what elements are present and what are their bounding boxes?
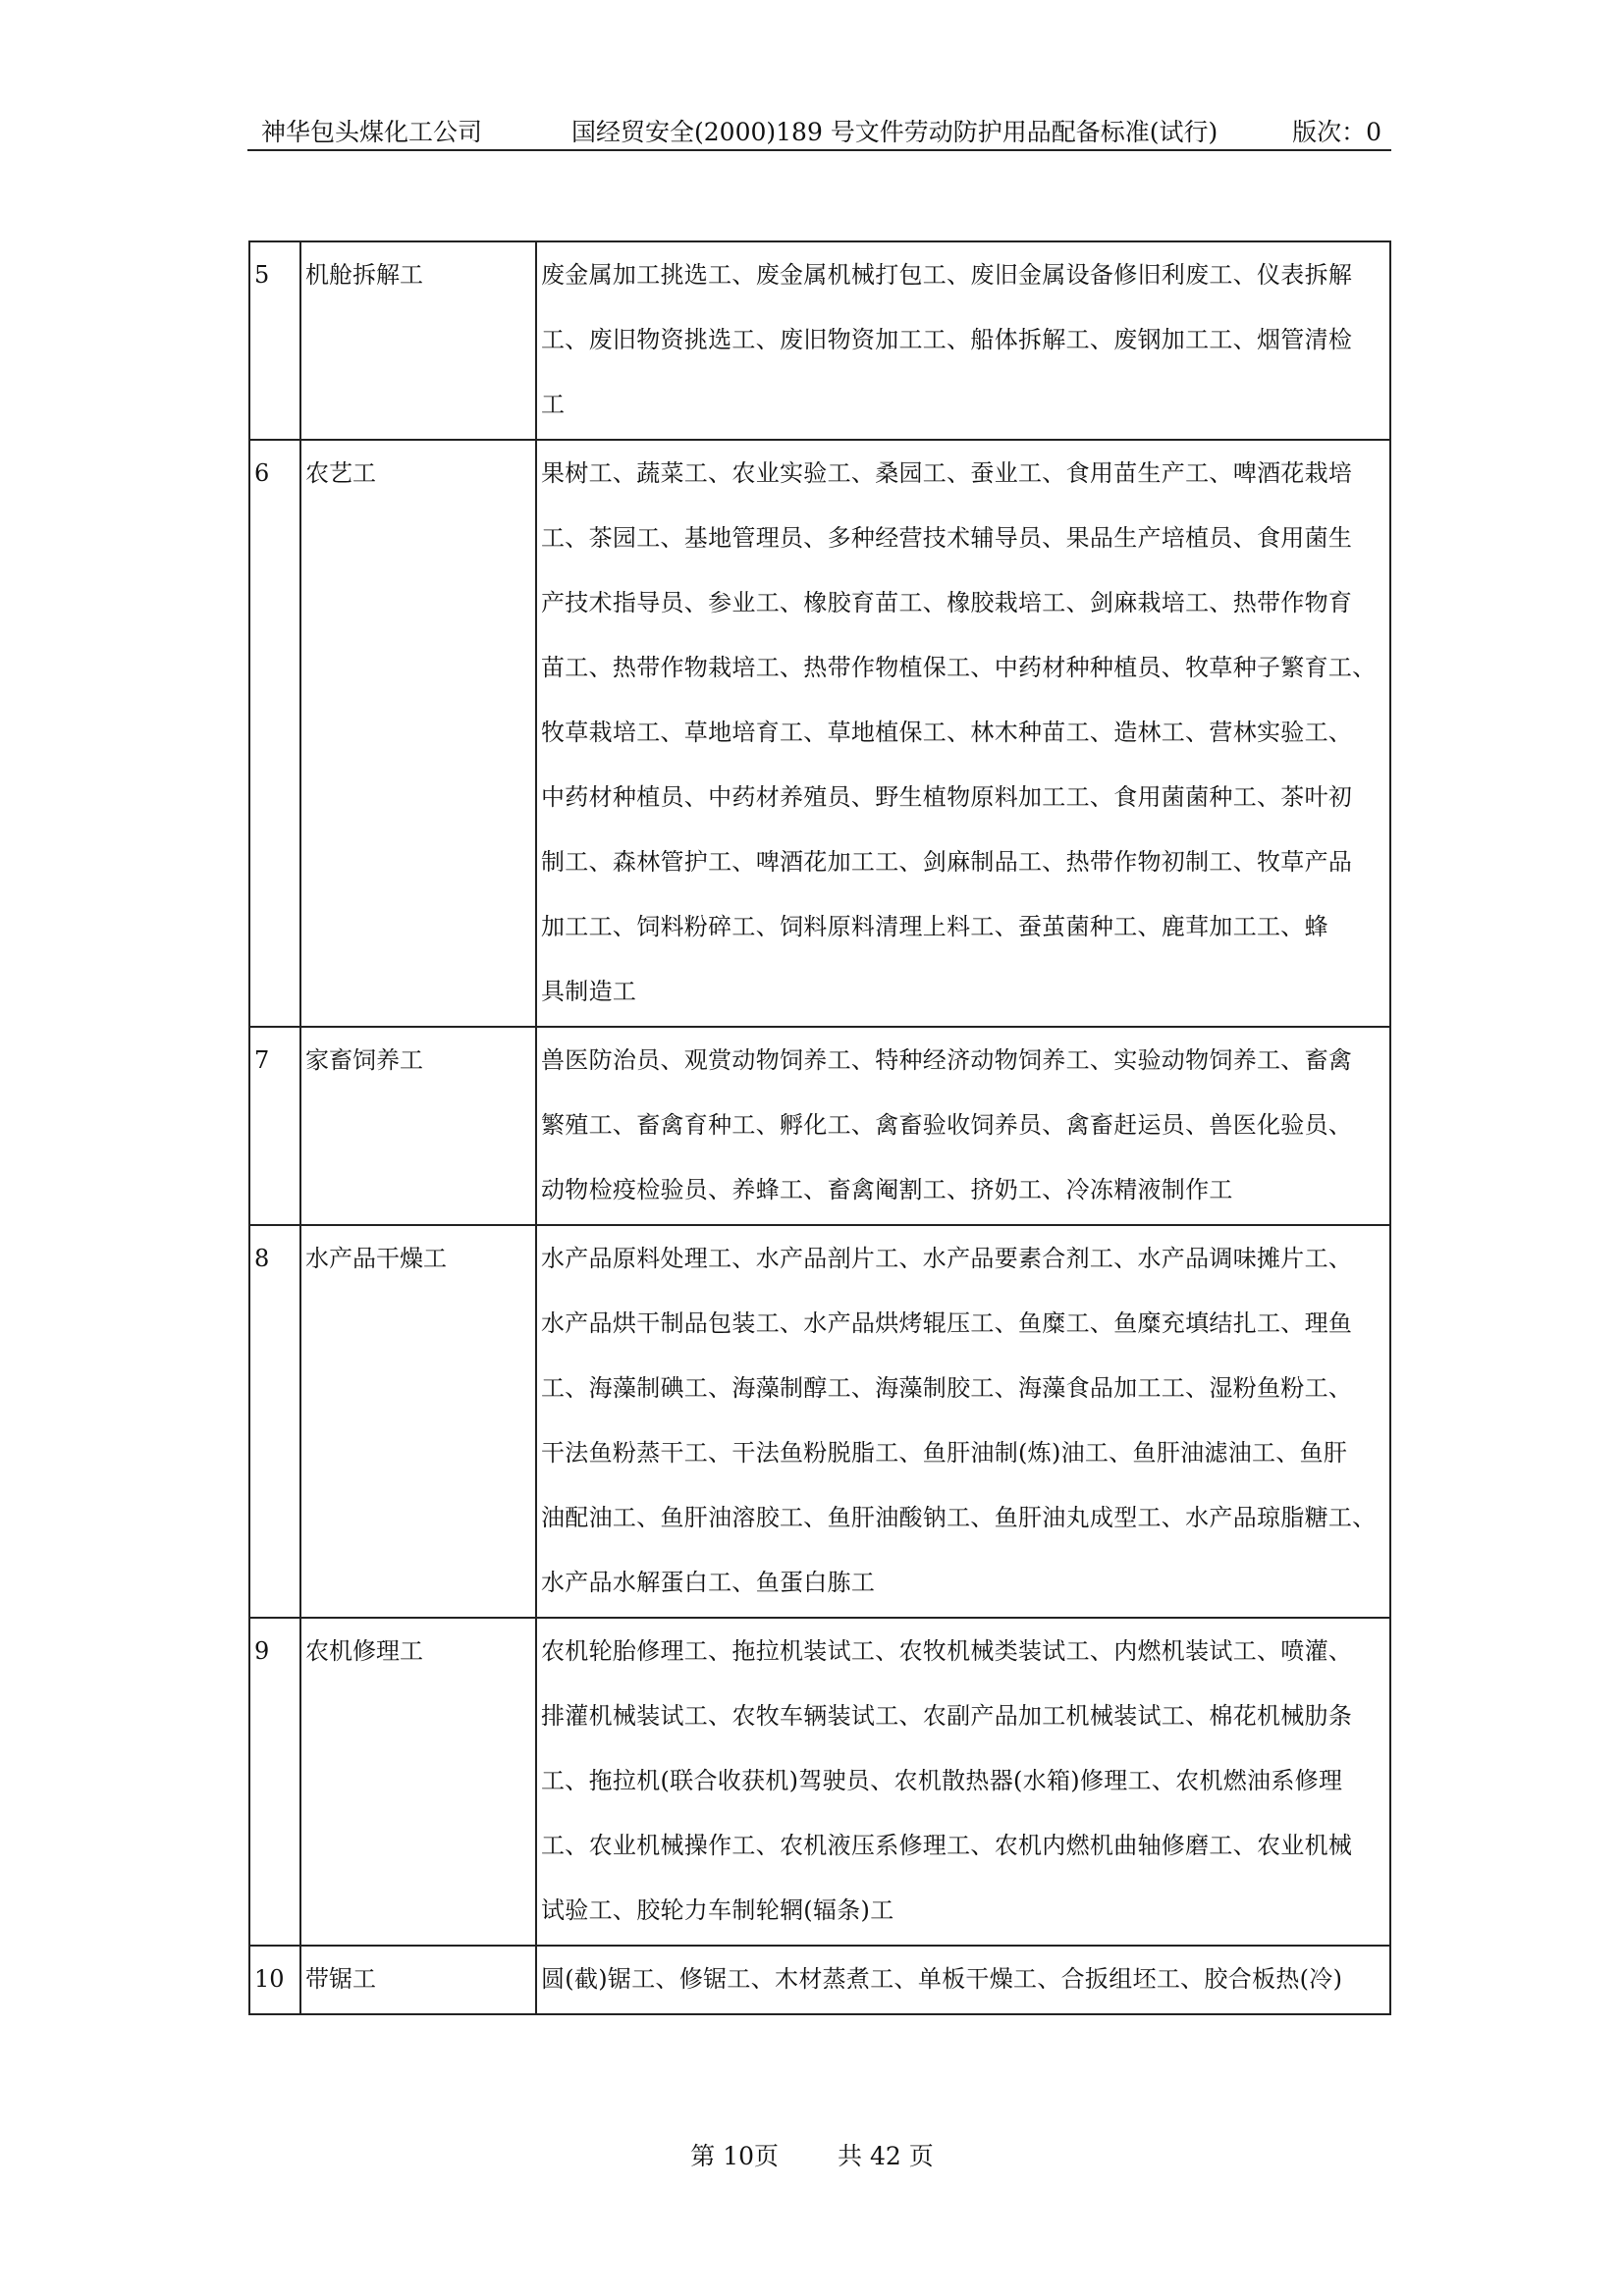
related-jobs-line: 工、拖拉机(联合收获机)驾驶员、农机散热器(水箱)修理工、农机燃油系修理	[541, 1767, 1343, 1794]
row-number: 8	[249, 1225, 300, 1618]
header-company: 神华包头煤化工公司	[261, 118, 483, 146]
job-category-table	[248, 240, 1391, 2015]
job-title: 机舱拆解工	[300, 241, 536, 440]
related-jobs-line: 繁殖工、畜禽育种工、孵化工、禽畜验收饲养员、禽畜赶运员、兽医化验员、	[541, 1111, 1353, 1139]
related-jobs	[536, 1225, 1390, 1618]
related-jobs	[536, 1946, 1390, 2014]
footer-total-pages: 共 42 页	[838, 2142, 934, 2170]
row-number: 5	[249, 241, 300, 440]
footer-page-number: 第 10页	[690, 2142, 780, 2170]
related-jobs-line: 油配油工、鱼肝油溶胶工、鱼肝油酸钠工、鱼肝油丸成型工、水产品琼脂糖工、	[541, 1504, 1377, 1531]
related-jobs-line: 水产品水解蛋白工、鱼蛋白胨工	[541, 1569, 876, 1596]
job-title: 家畜饲养工	[300, 1027, 536, 1225]
related-jobs-line: 工、废旧物资挑选工、废旧物资加工工、船体拆解工、废钢加工工、烟管清检	[541, 326, 1353, 353]
related-jobs-line: 中药材种植员、中药材养殖员、野生植物原料加工工、食用菌菌种工、茶叶初	[541, 783, 1353, 811]
related-jobs	[536, 241, 1390, 440]
related-jobs-line: 工、茶园工、基地管理员、多种经营技术辅导员、果品生产培植员、食用菌生	[541, 524, 1353, 552]
header-document-title: 国经贸安全(2000)189 号文件劳动防护用品配备标准(试行)	[571, 118, 1218, 146]
related-jobs-line: 兽医防治员、观赏动物饲养工、特种经济动物饲养工、实验动物饲养工、畜禽	[541, 1046, 1353, 1074]
related-jobs-line: 试验工、胶轮力车制轮辋(辐条)工	[541, 1896, 894, 1924]
page-header	[247, 116, 1391, 151]
row-number: 10	[249, 1946, 300, 2014]
related-jobs-line: 产技术指导员、参业工、橡胶育苗工、橡胶栽培工、剑麻栽培工、热带作物育	[541, 589, 1353, 616]
related-jobs-line: 制工、森林管护工、啤酒花加工工、剑麻制品工、热带作物初制工、牧草产品	[541, 848, 1353, 876]
related-jobs-line: 废金属加工挑选工、废金属机械打包工、废旧金属设备修旧利废工、仪表拆解	[541, 261, 1353, 289]
related-jobs-line: 工、海藻制碘工、海藻制醇工、海藻制胶工、海藻食品加工工、湿粉鱼粉工、	[541, 1374, 1353, 1402]
row-number: 9	[249, 1618, 300, 1946]
related-jobs-line: 圆(截)锯工、修锯工、木材蒸煮工、单板干燥工、合扳组坯工、胶合板热(冷)	[541, 1965, 1343, 1993]
page-footer	[0, 2140, 1624, 2173]
table-row	[249, 1225, 1390, 1618]
related-jobs	[536, 440, 1390, 1027]
related-jobs-line: 水产品原料处理工、水产品剖片工、水产品要素合剂工、水产品调味摊片工、	[541, 1245, 1353, 1272]
table-row	[249, 1946, 1390, 2014]
related-jobs-line: 具制造工	[541, 978, 637, 1005]
job-title: 农机修理工	[300, 1618, 536, 1946]
related-jobs-line: 水产品烘干制品包装工、水产品烘烤辊压工、鱼糜工、鱼糜充填结扎工、理鱼	[541, 1309, 1353, 1337]
job-title: 带锯工	[300, 1946, 536, 2014]
related-jobs-line: 果树工、蔬菜工、农业实验工、桑园工、蚕业工、食用苗生产工、啤酒花栽培	[541, 459, 1353, 487]
related-jobs-line: 工	[541, 391, 566, 418]
table-row	[249, 1027, 1390, 1225]
related-jobs-line: 工、农业机械操作工、农机液压系修理工、农机内燃机曲轴修磨工、农业机械	[541, 1832, 1353, 1859]
job-title: 农艺工	[300, 440, 536, 1027]
related-jobs-line: 农机轮胎修理工、拖拉机装试工、农牧机械类装试工、内燃机装试工、喷灌、	[541, 1637, 1353, 1665]
related-jobs-line: 苗工、热带作物栽培工、热带作物植保工、中药材种种植员、牧草种子繁育工、	[541, 654, 1377, 681]
table-row	[249, 241, 1390, 440]
table-row	[249, 440, 1390, 1027]
related-jobs-line: 排灌机械装试工、农牧车辆装试工、农副产品加工机械装试工、棉花机械肋条	[541, 1702, 1353, 1730]
related-jobs-line: 牧草栽培工、草地培育工、草地植保工、林木种苗工、造林工、营林实验工、	[541, 719, 1353, 746]
related-jobs-line: 加工工、饲料粉碎工、饲料原料清理上料工、蚕茧菌种工、鹿茸加工工、蜂	[541, 913, 1328, 940]
row-number: 7	[249, 1027, 300, 1225]
related-jobs	[536, 1618, 1390, 1946]
related-jobs-line: 干法鱼粉蒸干工、干法鱼粉脱脂工、鱼肝油制(炼)油工、鱼肝油滤油工、鱼肝	[541, 1439, 1348, 1467]
table-row	[249, 1618, 1390, 1946]
related-jobs	[536, 1027, 1390, 1225]
row-number: 6	[249, 440, 300, 1027]
related-jobs-line: 动物检疫检验员、养蜂工、畜禽阉割工、挤奶工、冷冻精液制作工	[541, 1176, 1233, 1203]
job-title: 水产品干燥工	[300, 1225, 536, 1618]
header-version: 版次：0	[1292, 118, 1381, 146]
